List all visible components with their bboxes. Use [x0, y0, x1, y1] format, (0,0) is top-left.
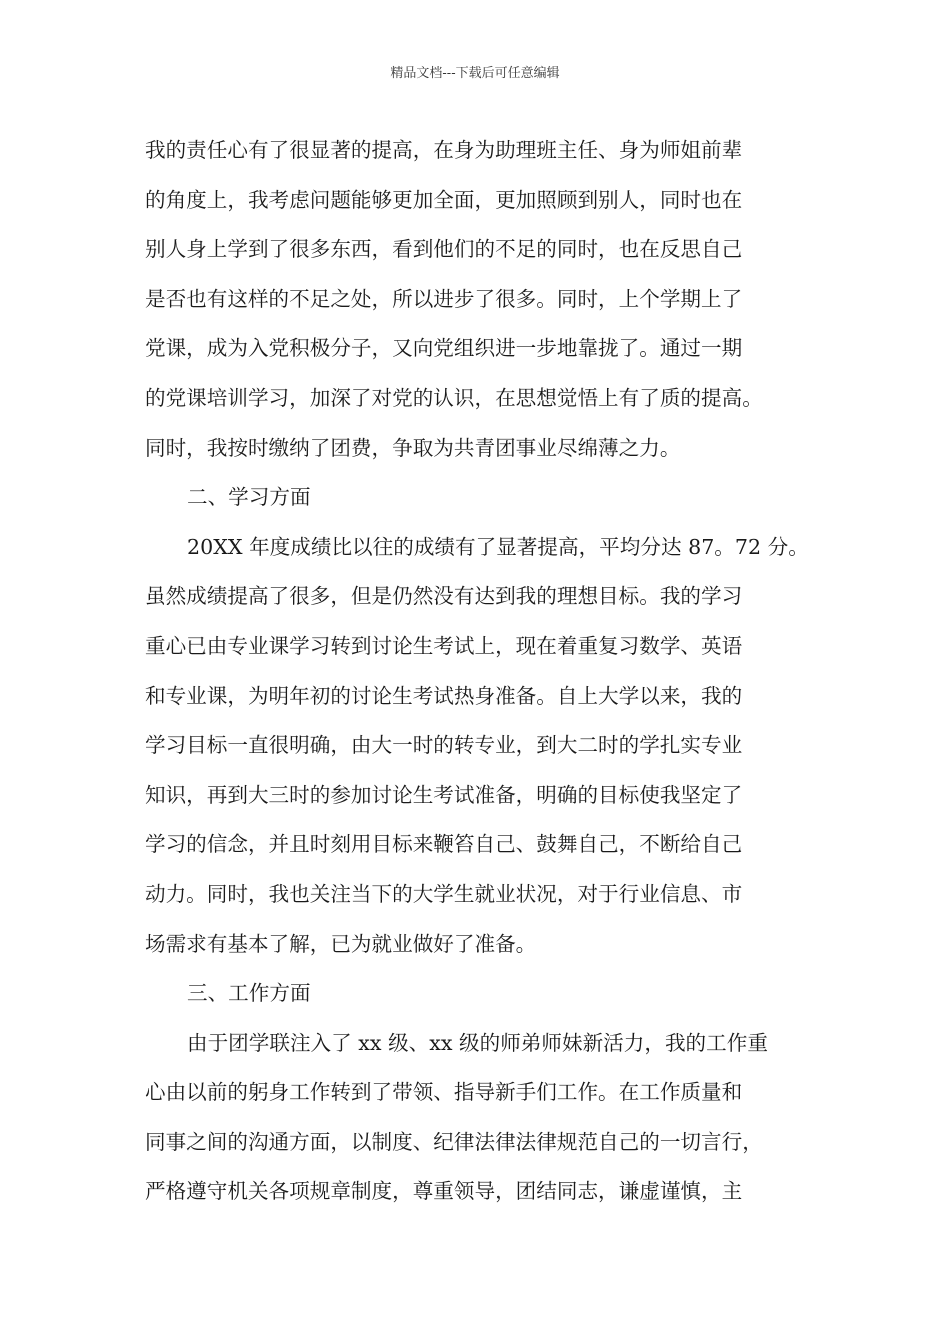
body-line: 20XX 年度成绩比以往的成绩有了显著提高，平均分达 87。72 分。: [187, 534, 809, 559]
body-line: 学习目标一直很明确，由大一时的转专业，到大二时的学扎实专业: [145, 733, 743, 758]
body-line: 心由以前的躬身工作转到了带领、指导新手们工作。在工作质量和: [145, 1080, 743, 1105]
body-line: 虽然成绩提高了很多，但是仍然没有达到我的理想目标。我的学习: [145, 584, 743, 609]
body-line: 动力。同时，我也关注当下的大学生就业状况，对于行业信息、市: [145, 881, 743, 906]
body-line: 的角度上，我考虑问题能够更加全面，更加照顾到别人，同时也在: [145, 187, 743, 212]
body-line: 场需求有基本了解，已为就业做好了准备。: [145, 931, 537, 956]
body-line: 党课，成为入党积极分子，又向党组织进一步地靠拢了。通过一期: [145, 336, 743, 361]
body-line: 别人身上学到了很多东西，看到他们的不足的同时，也在反思自己: [145, 237, 743, 262]
body-line: 是否也有这样的不足之处，所以进步了很多。同时，上个学期上了: [145, 286, 743, 311]
section-heading-study: 二、学习方面: [187, 485, 311, 510]
body-line: 同时，我按时缴纳了团费，争取为共青团事业尽绵薄之力。: [145, 435, 681, 460]
body-line: 由于团学联注入了 xx 级、xx 级的师弟师妹新活力，我的工作重: [187, 1030, 768, 1055]
body-line: 重心已由专业课学习转到讨论生考试上，现在着重复习数学、英语: [145, 633, 743, 658]
body-line: 同事之间的沟通方面，以制度、纪律法律法律规范自己的一切言行，: [145, 1129, 763, 1154]
body-line: 学习的信念，并且时刻用目标来鞭笞自己、鼓舞自己，不断给自己: [145, 832, 743, 857]
body-line: 我的责任心有了很显著的提高，在身为助理班主任、身为师姐前辈: [145, 138, 743, 162]
page-header: 精品文档---下载后可任意编辑: [390, 66, 560, 81]
document-body: [145, 126, 810, 1217]
body-line: 知识，再到大三时的参加讨论生考试准备，明确的目标使我坚定了: [145, 782, 743, 807]
body-line: 严格遵守机关各项规章制度，尊重领导，团结同志，谦虚谨慎，主: [145, 1179, 743, 1204]
body-line: 和专业课，为明年初的讨论生考试热身准备。自上大学以来，我的: [145, 683, 743, 708]
body-line: 的党课培训学习，加深了对党的认识，在思想觉悟上有了质的提高。: [145, 385, 763, 410]
section-heading-work: 三、工作方面: [187, 981, 311, 1006]
